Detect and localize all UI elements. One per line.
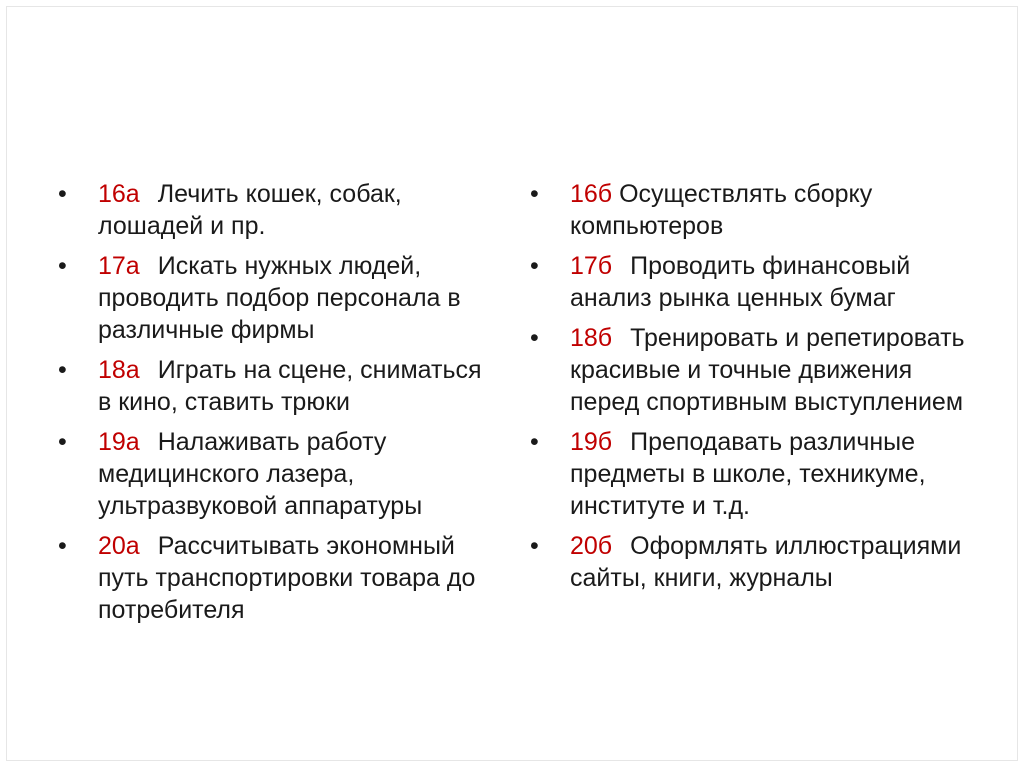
item-code: 16а bbox=[98, 180, 140, 208]
bullet-icon: • bbox=[530, 532, 539, 560]
bullet-icon: • bbox=[58, 532, 67, 560]
bullet-icon: • bbox=[58, 428, 67, 456]
item-code: 17б bbox=[570, 252, 613, 280]
bullet-icon: • bbox=[58, 356, 67, 384]
list-item bbox=[530, 322, 970, 418]
item-text: Рассчитывать экономный путь транспортировки товара до потребителя bbox=[98, 532, 476, 624]
list-item bbox=[58, 354, 498, 418]
item-text: Налаживать работу медицинского лазера, ультразвуковой аппаратуры bbox=[98, 428, 423, 520]
bullet-icon: • bbox=[530, 324, 539, 352]
list-item bbox=[530, 250, 970, 314]
item-text: Проводить финансовый анализ рынка ценных бумаг bbox=[570, 252, 911, 312]
item-code: 16б bbox=[570, 180, 613, 208]
item-code: 19а bbox=[98, 428, 140, 456]
bullet-icon: • bbox=[58, 180, 67, 208]
list-item bbox=[530, 178, 970, 242]
item-text: Искать нужных людей, проводить подбор персонала в различные фирмы bbox=[98, 252, 461, 344]
right-column-list bbox=[530, 178, 970, 602]
bullet-icon: • bbox=[530, 252, 539, 280]
item-text: Тренировать и репетировать красивые и точные движения перед спортивным выступлением bbox=[570, 324, 965, 416]
item-code: 18а bbox=[98, 356, 140, 384]
list-item bbox=[58, 250, 498, 346]
item-code: 20б bbox=[570, 532, 613, 560]
bullet-icon: • bbox=[530, 428, 539, 456]
bullet-icon: • bbox=[530, 180, 539, 208]
item-text: Лечить кошек, собак, лошадей и пр. bbox=[98, 180, 402, 240]
list-item bbox=[58, 178, 498, 242]
list-item bbox=[58, 426, 498, 522]
left-column-list bbox=[58, 178, 498, 634]
item-text: Осуществлять сборку компьютеров bbox=[570, 180, 873, 240]
list-item bbox=[530, 530, 970, 594]
item-code: 19б bbox=[570, 428, 613, 456]
list-item bbox=[530, 426, 970, 522]
item-code: 20а bbox=[98, 532, 140, 560]
list-item bbox=[58, 530, 498, 626]
item-text: Оформлять иллюстрациями сайты, книги, журналы bbox=[570, 532, 962, 592]
item-text: Играть на сцене, сниматься в кино, ставить трюки bbox=[98, 356, 482, 416]
bullet-icon: • bbox=[58, 252, 67, 280]
item-code: 18б bbox=[570, 324, 613, 352]
item-code: 17а bbox=[98, 252, 140, 280]
item-text: Преподавать различные предметы в школе, техникуме, институте и т.д. bbox=[570, 428, 926, 520]
